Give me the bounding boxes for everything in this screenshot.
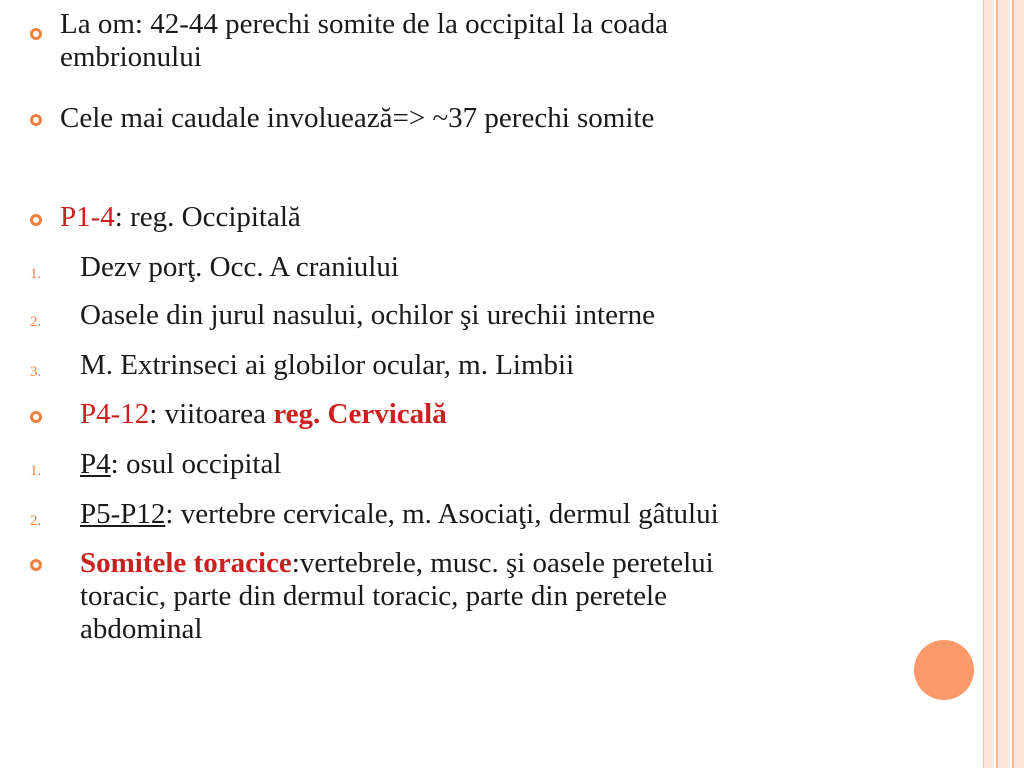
somite-label: P1-4 bbox=[60, 201, 115, 233]
somite-label: P5-P12 bbox=[80, 498, 166, 530]
decorative-stripes bbox=[980, 0, 1024, 768]
item-text: : vertebre cervicale, m. Asociaţi, dermul gâtului bbox=[165, 498, 719, 530]
list-item bbox=[80, 251, 399, 284]
list-item bbox=[80, 448, 281, 481]
item-text: Oasele din jurul nasului, ochilor şi urechii interne bbox=[80, 299, 656, 331]
list-number: 2. bbox=[30, 314, 42, 330]
bullet-icon bbox=[30, 559, 42, 571]
region-label: reg. Cervicală bbox=[273, 398, 447, 430]
item-text: M. Extrinseci ai globilor ocular, m. Limbii bbox=[80, 349, 575, 381]
line: toracic, parte din dermul toracic, parte din peretele bbox=[80, 580, 667, 612]
line: abdominal bbox=[80, 613, 203, 645]
list-item bbox=[80, 398, 447, 431]
list-item bbox=[60, 102, 654, 135]
list-item bbox=[80, 299, 655, 332]
region-label: Somitele toracice bbox=[80, 547, 292, 579]
list-number: 1. bbox=[30, 463, 42, 479]
line: La om: 42-44 perechi somite de la occipital la coada bbox=[60, 8, 668, 40]
item-text: : osul occipital bbox=[110, 448, 282, 480]
decorative-circle bbox=[914, 640, 974, 700]
bullet-icon bbox=[30, 411, 42, 423]
somite-label: P4-12 bbox=[80, 398, 150, 430]
line: embrionului bbox=[60, 41, 202, 73]
item-text: Cele mai caudale involuează=> ~37 perechi somite bbox=[60, 102, 655, 134]
item-text: : reg. Occipitală bbox=[114, 201, 301, 233]
list-item bbox=[80, 498, 719, 531]
list-number: 3. bbox=[30, 364, 42, 380]
item-text: Dezv porţ. Occ. A craniului bbox=[80, 251, 399, 283]
bullet-icon bbox=[30, 114, 42, 126]
list-number: 1. bbox=[30, 266, 42, 282]
list-number: 2. bbox=[30, 513, 42, 529]
line: :vertebrele, musc. şi oasele peretelui bbox=[291, 547, 714, 579]
somite-label: P4 bbox=[80, 448, 111, 480]
list-item bbox=[60, 201, 301, 234]
bullet-icon bbox=[30, 28, 42, 40]
list-item bbox=[60, 8, 668, 74]
list-item bbox=[80, 547, 714, 646]
bullet-icon bbox=[30, 214, 42, 226]
item-text: : viitoarea bbox=[149, 398, 274, 430]
list-item bbox=[80, 349, 574, 382]
